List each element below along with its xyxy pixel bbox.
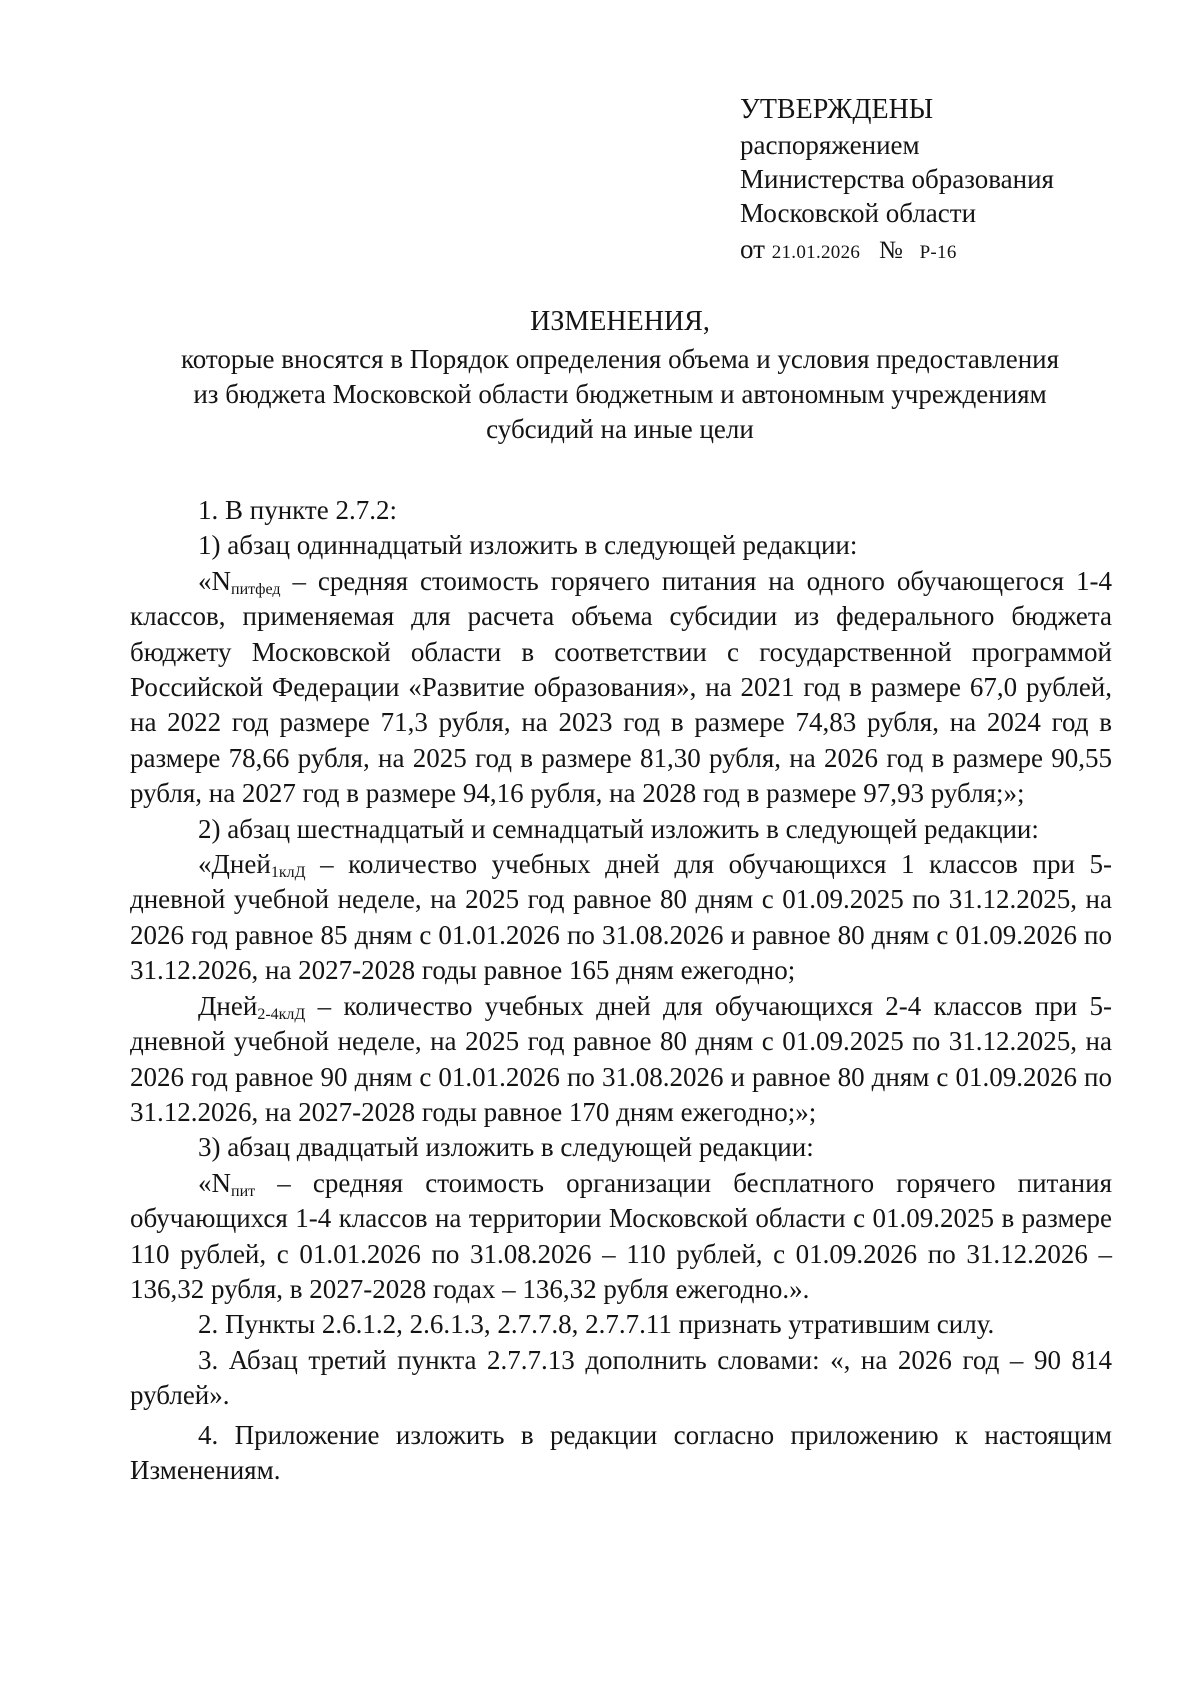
paragraph-8-text: – средняя стоимость организации бесплатного горячего питания обучающихся 1-4 классов на территории Московской области с 01.09.2025 в размере 110 рублей, с 01.01.2026 по 31.08.2026 – 110 рублей, с 01.09.2026 по 31.12.2026 – 136,32 рубля, в 2027-2028 годах – 136,32 рубля ежегодно.». (130, 1167, 1112, 1304)
paragraph-5-text: – количество учебных дней для обучающихся 1 классов при 5-дневной учебной неделе, на 2025 год равное 80 дням с 01.09.2025 по 31.12.2025, на 2026 год равное 85 дням с 01.01.2026 по 31.08.2026 и равное 80 дням с 01.09.2026 по 31.12.2026, на 2027-2028 годы равное 165 дням ежегодно; (130, 849, 1112, 986)
title-line-3: субсидий на иные цели (486, 414, 754, 444)
approval-date: 21.01.2026 (771, 242, 861, 263)
paragraph-1: 1. В пункте 2.7.2: (198, 495, 397, 525)
paragraph-6-text: – количество учебных дней для обучающихся 2-4 классов при 5-дневной учебной неделе, на 2025 год равное 80 дням с 01.09.2025 по 31.12.2025, на 2026 год равное 90 дням с 01.01.2026 по 31.08.2026 и равное 80 дням с 01.09.2026 по 31.12.2026, на 2027-2028 годы равное 170 дням ежегодно;»; (130, 990, 1112, 1127)
approval-heading: УТВЕРЖДЕНЫ (740, 94, 934, 125)
approval-date-line (740, 232, 1160, 270)
paragraph-7: 3) абзац двадцатый изложить в следующей редакции: (198, 1132, 814, 1163)
paragraph-3-text: – средняя стоимость горячего питания на одного обучающегося 1-4 классов, применяемая для расчета объема субсидии из федерального бюджета бюджету Московской области в соответствии с государственной программой Российской Федерации «Развитие образования», на 2021 год в размере 67,0 рублей, на 2022 год размере 71,3 рубля, на 2023 год в размере 74,83 рубля, на 2024 год в размере 78,66 рубля, на 2025 год в размере 81,30 рубля, на 2026 год в размере 90,55 рубля, на 2027 год в размере 94,16 рубля, на 2028 год в размере 97,93 рубля;»; (130, 565, 1112, 809)
approval-date-prefix: от (740, 234, 765, 264)
paragraph-10: 3. Абзац третий пункта 2.7.7.13 дополнить словами: «, на 2026 год – 90 814 рублей». (130, 1344, 1112, 1411)
title-line-1: которые вносятся в Порядок определения объема и условия предоставления (180, 344, 1060, 374)
approval-line-3: Московской области (740, 198, 977, 228)
approval-number-sign: № (878, 237, 903, 264)
approval-line-2: Министерства образования (740, 164, 1054, 194)
formula-symbol: «N (198, 565, 231, 596)
formula-subscript: 2-4клД (257, 1005, 306, 1023)
paragraph-9: 2. Пункты 2.6.1.2, 2.6.1.3, 2.7.7.8, 2.7.7.11 признать утратившим силу. (198, 1309, 995, 1340)
document-title-block (130, 304, 1110, 447)
formula-subscript: питфед (231, 580, 281, 598)
approval-line-1: распоряжением (740, 130, 920, 160)
formula-symbol: «N (198, 1167, 231, 1198)
formula-symbol: Дней (198, 990, 258, 1021)
document-body (130, 493, 1112, 1488)
formula-subscript: пит (231, 1182, 256, 1200)
paragraph-6 (130, 989, 1112, 1131)
title-line-2: из бюджета Московской области бюджетным и автономным учреждениям (193, 379, 1047, 409)
paragraph-11: 4. Приложение изложить в редакции согласно приложению к настоящим Изменениям. (130, 1419, 1112, 1485)
formula-symbol: «Дней (198, 849, 271, 880)
paragraph-2: 1) абзац одиннадцатый изложить в следующей редакции: (198, 530, 858, 561)
paragraph-3 (130, 564, 1112, 812)
approval-stamp (740, 92, 1160, 270)
formula-subscript: 1клД (270, 864, 306, 882)
paragraph-4: 2) абзац шестнадцатый и семнадцатый изложить в следующей редакции: (198, 813, 1039, 844)
paragraph-8 (130, 1166, 1112, 1308)
approval-number: Р-16 (919, 242, 957, 263)
document-title: ИЗМЕНЕНИЯ, (530, 306, 710, 337)
paragraph-5 (130, 847, 1112, 989)
